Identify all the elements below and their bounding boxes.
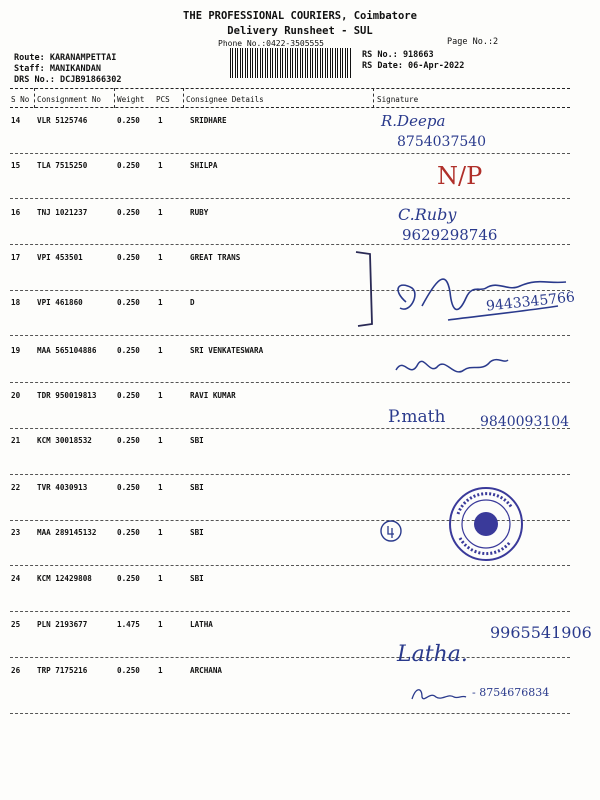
- cell-pcs: 1: [158, 483, 163, 492]
- column-divider: [183, 88, 184, 108]
- cell-sno: 24: [11, 574, 21, 583]
- barcode-bar: [275, 48, 276, 78]
- staff-label: Staff: MANIKANDAN: [14, 64, 101, 74]
- cell-sno: 14: [11, 116, 21, 125]
- barcode-bar: [305, 48, 306, 78]
- signature-r16-phone: 9629298746: [402, 226, 498, 244]
- cell-pcs: 1: [158, 346, 163, 355]
- cell-pcs: 1: [158, 574, 163, 583]
- barcode-bar: [240, 48, 241, 78]
- cell-consignment: MAA 565104886: [37, 346, 97, 355]
- row-separator: [10, 474, 570, 475]
- cell-consignment: MAA 289145132: [37, 528, 97, 537]
- barcode-bar: [320, 48, 321, 78]
- company-title: THE PROFESSIONAL COURIERS, Coimbatore: [183, 10, 417, 22]
- signature-r20-name: P.math: [388, 407, 446, 427]
- phone-number: Phone No.:0422-3505555: [218, 39, 324, 48]
- barcode-bar: [307, 48, 308, 78]
- cell-consignment: PLN 2193677: [37, 620, 88, 629]
- cell-weight: 1.475: [117, 620, 140, 629]
- row-separator: [10, 713, 570, 714]
- page-number: Page No.:2: [447, 37, 499, 47]
- cell-consignee: LATHA: [190, 620, 213, 629]
- barcode-bar: [235, 48, 236, 78]
- column-divider: [34, 88, 35, 108]
- cell-consignment: TDR 950019813: [37, 391, 97, 400]
- cell-consignment: TRP 7175216: [37, 666, 88, 675]
- signature-r25-phone: 9965541906: [490, 623, 592, 642]
- cell-consignee: RAVI KUMAR: [190, 391, 236, 400]
- cell-sno: 23: [11, 528, 21, 537]
- cell-consignment: KCM 30018532: [37, 436, 92, 445]
- cell-weight: 0.250: [117, 528, 140, 537]
- column-divider: [373, 88, 374, 108]
- cell-weight: 0.250: [117, 483, 140, 492]
- cell-consignee: SHILPA: [190, 161, 218, 170]
- cell-weight: 0.250: [117, 574, 140, 583]
- cell-consignee: SBI: [190, 574, 204, 583]
- barcode-bar: [345, 48, 346, 78]
- barcode-bar: [237, 48, 238, 78]
- barcode-bar: [330, 48, 331, 78]
- barcode-image: [230, 48, 352, 78]
- barcode-bar: [302, 48, 303, 78]
- cell-consignee: SBI: [190, 528, 204, 537]
- cell-weight: 0.250: [117, 116, 140, 125]
- cell-consignment: KCM 12429808: [37, 574, 92, 583]
- barcode-bar: [255, 48, 256, 78]
- barcode-bar: [342, 48, 343, 78]
- barcode-bar: [312, 48, 313, 78]
- barcode-bar: [285, 48, 286, 78]
- cell-pcs: 1: [158, 666, 163, 675]
- cell-sno: 19: [11, 346, 21, 355]
- barcode-bar: [265, 48, 266, 78]
- cell-sno: 21: [11, 436, 21, 445]
- cell-consignment: VPI 453501: [37, 253, 83, 262]
- cell-pcs: 1: [158, 253, 163, 262]
- cell-pcs: 1: [158, 298, 163, 307]
- barcode-bar: [277, 48, 278, 78]
- cell-consignee: GREAT TRANS: [190, 253, 241, 262]
- drs-number: DRS No.: DCJB91866302: [14, 75, 122, 85]
- cell-pcs: 1: [158, 161, 163, 170]
- cell-consignment: VLR 5125746: [37, 116, 88, 125]
- barcode-bar: [337, 48, 338, 78]
- signature-r20-phone: 9840093104: [480, 414, 570, 430]
- signature-r14-phone: 8754037540: [397, 134, 487, 150]
- cell-sno: 16: [11, 208, 21, 217]
- column-divider: [114, 88, 115, 108]
- cell-consignment: VPI 461860: [37, 298, 83, 307]
- barcode-bar: [332, 48, 333, 78]
- barcode-bar: [280, 48, 281, 78]
- cell-weight: 0.250: [117, 666, 140, 675]
- cell-sno: 20: [11, 391, 21, 400]
- cell-pcs: 1: [158, 528, 163, 537]
- barcode-bar: [322, 48, 323, 78]
- signature-r26-phone: - 8754676834: [472, 686, 550, 699]
- cell-consignee: SBI: [190, 483, 204, 492]
- cell-consignee: RUBY: [190, 208, 209, 217]
- cell-weight: 0.250: [117, 298, 140, 307]
- barcode-bar: [245, 48, 246, 78]
- cell-consignee: SRI VENKATESWARA: [190, 346, 264, 355]
- route-label: Route: KARANAMPETTAI: [14, 53, 117, 63]
- barcode-bar: [295, 48, 296, 78]
- barcode-bar: [335, 48, 336, 78]
- column-header-signature: Signature: [377, 95, 419, 104]
- barcode-bar: [262, 48, 263, 78]
- barcode-bar: [310, 48, 311, 78]
- cell-consignment: TVR 4030913: [37, 483, 88, 492]
- barcode-bar: [290, 48, 291, 78]
- signature-r15-not-present: N/P: [437, 162, 483, 190]
- barcode-bar: [250, 48, 251, 78]
- barcode-bar: [272, 48, 273, 78]
- cell-weight: 0.250: [117, 253, 140, 262]
- signature-scribble-r19: [392, 350, 512, 384]
- column-header-sno: S No: [11, 95, 30, 104]
- column-header-consignment: Consignment No: [37, 95, 102, 104]
- cell-sno: 15: [11, 161, 21, 170]
- barcode-bar: [317, 48, 318, 78]
- cell-pcs: 1: [158, 208, 163, 217]
- barcode-bar: [260, 48, 261, 78]
- rs-date: RS Date: 06-Apr-2022: [362, 61, 465, 71]
- cell-consignment: TLA 7515250: [37, 161, 88, 170]
- row-separator: [10, 565, 570, 566]
- cell-weight: 0.250: [117, 346, 140, 355]
- cell-consignee: ARCHANA: [190, 666, 223, 675]
- cell-weight: 0.250: [117, 161, 140, 170]
- cell-weight: 0.250: [117, 436, 140, 445]
- row-separator: [10, 611, 570, 612]
- barcode-bar: [270, 48, 271, 78]
- signature-scribble-r26: [408, 683, 468, 705]
- barcode-bar: [327, 48, 328, 78]
- cell-sno: 22: [11, 483, 21, 492]
- barcode-bar: [252, 48, 253, 78]
- cell-pcs: 1: [158, 116, 163, 125]
- signature-r25-name: Latha.: [397, 642, 468, 667]
- barcode-bar: [247, 48, 248, 78]
- barcode-bar: [232, 48, 233, 78]
- barcode-bar: [297, 48, 298, 78]
- cell-consignee: D: [190, 298, 195, 307]
- rs-number: RS No.: 918663: [362, 50, 434, 60]
- cell-sno: 26: [11, 666, 21, 675]
- barcode-bar: [350, 48, 351, 78]
- cell-pcs: 1: [158, 436, 163, 445]
- signature-r14-name: R.Deepa: [381, 112, 446, 130]
- cell-pcs: 1: [158, 391, 163, 400]
- row-separator: [10, 198, 570, 199]
- barcode-bar: [282, 48, 283, 78]
- cell-sno: 18: [11, 298, 21, 307]
- column-header-consignee: Consignee Details: [186, 95, 264, 104]
- signature-r18-phone: 9443345766: [485, 289, 576, 315]
- row-separator: [10, 657, 570, 658]
- header-bottom-rule: [10, 107, 570, 108]
- column-header-weight: Weight: [117, 95, 145, 104]
- row-separator: [10, 335, 570, 336]
- signature-r16-name: C.Ruby: [398, 205, 457, 224]
- barcode-bar: [292, 48, 293, 78]
- column-header-pcs: PCS: [156, 95, 170, 104]
- cell-consignee: SRIDHARE: [190, 116, 227, 125]
- barcode-bar: [267, 48, 268, 78]
- barcode-bar: [230, 48, 231, 78]
- bank-seal-stamp: [446, 484, 526, 564]
- barcode-bar: [287, 48, 288, 78]
- barcode-bar: [242, 48, 243, 78]
- barcode-bar: [300, 48, 301, 78]
- row-separator: [10, 153, 570, 154]
- cell-weight: 0.250: [117, 391, 140, 400]
- cell-consignment: TNJ 1021237: [37, 208, 88, 217]
- barcode-bar: [340, 48, 341, 78]
- barcode-bar: [257, 48, 258, 78]
- cell-weight: 0.250: [117, 208, 140, 217]
- cell-pcs: 1: [158, 620, 163, 629]
- runsheet-title: Delivery Runsheet - SUL: [227, 25, 373, 37]
- cell-sno: 25: [11, 620, 21, 629]
- barcode-bar: [315, 48, 316, 78]
- row-separator: [10, 244, 570, 245]
- barcode-bar: [325, 48, 326, 78]
- cell-sno: 17: [11, 253, 21, 262]
- header-top-rule: [10, 88, 570, 89]
- bracket-mark: [352, 248, 382, 328]
- circled-mark: [378, 518, 404, 544]
- cell-consignee: SBI: [190, 436, 204, 445]
- barcode-bar: [347, 48, 348, 78]
